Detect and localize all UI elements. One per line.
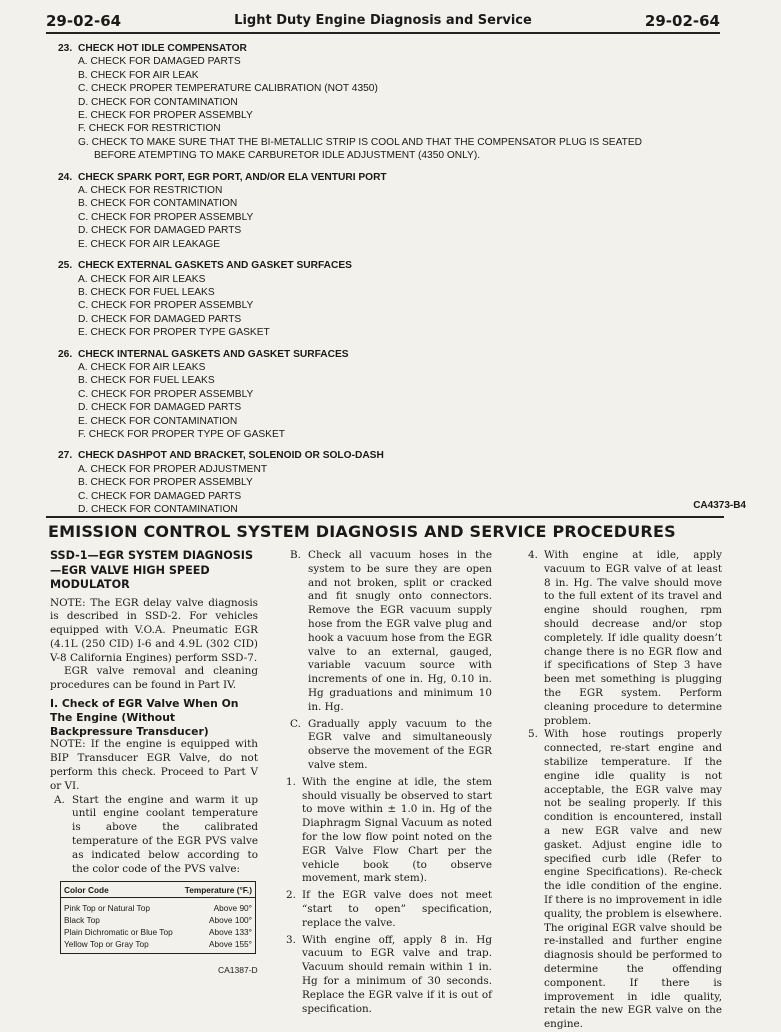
- substep-5: [528, 728, 722, 1032]
- step-text: Gradually apply vacuum to the EGR valve and simultaneously observe the movement of the EGR valve stem.: [308, 717, 492, 771]
- check-heading: [58, 171, 726, 184]
- table-row: [61, 938, 256, 954]
- procedure-title: SSD-1—EGR SYSTEM DIAGNOSIS—EGR VALVE HIGH SPEED MODULATOR: [50, 549, 254, 591]
- check-item: B. CHECK FOR PROPER ASSEMBLY: [78, 477, 253, 489]
- check-item: C. CHECK FOR DAMAGED PARTS: [78, 490, 242, 502]
- column-header-temperature: Temperature (°F.): [179, 882, 255, 898]
- step-label: A.: [54, 793, 65, 806]
- table-cell: Plain Dichromatic or Blue Top: [64, 927, 173, 937]
- subheading: I. Check of EGR Valve When On The Engine (Without Backpressure Transducer): [50, 697, 239, 738]
- table-figure-reference: CA1387-D: [218, 965, 258, 975]
- check-heading: [58, 259, 726, 272]
- substep-text: If the EGR valve does not meet “start to open” specification, replace the valve.: [302, 889, 492, 929]
- step-label: B.: [290, 549, 301, 561]
- step-text: Start the engine and warm it up until engine coolant temperature is above the calibrated temperature of the EGR PVS valve as indicated below according to the color code of the PVS valve:: [72, 793, 258, 875]
- check-item: D. CHECK FOR DAMAGED PARTS: [78, 225, 242, 237]
- substep-text: With engine at idle, apply vacuum to EGR valve of at least 8 in. Hg. The valve should move to the full extent of its travel and engine should roughen, rpm should decrease and/or stop completely. If idle quality doesn’t change there is no EGR flow and if specifications of Step 3 have been met something is plugging the EGR system. Perform cleaning procedure to determine problem.: [544, 549, 722, 727]
- table-cell: Pink Top or Natural Top: [64, 903, 150, 913]
- check-item: A. CHECK FOR RESTRICTION: [78, 185, 223, 197]
- check-group: [58, 449, 726, 516]
- check-heading-text: CHECK INTERNAL GASKETS AND GASKET SURFACES: [78, 348, 349, 360]
- step-c: [286, 718, 492, 773]
- page-number-left: 29-02-64: [46, 12, 122, 30]
- check-number: 25.: [58, 260, 73, 272]
- check-heading-text: CHECK EXTERNAL GASKETS AND GASKET SURFACES: [78, 260, 352, 272]
- step-text: Check all vacuum hoses in the system to be sure they are open and not broken, split or cracked and fit snugly onto connectors. Remove the EGR vacuum supply hose from the EGR valve plug and hook a vacuum hose from the EGR valve to an external, gauged, variable vacuum source with increments of one in. Hg, 0.10 in. Hg graduations and minimum 10 in. Hg.: [308, 549, 492, 713]
- running-title: Light Duty Engine Diagnosis and Service: [234, 13, 532, 28]
- substep-2: [286, 889, 492, 930]
- table-cell: Black Top: [64, 915, 100, 925]
- check-item: C. CHECK FOR PROPER ASSEMBLY: [78, 211, 254, 223]
- text-column-1: [50, 549, 258, 876]
- check-item: G. CHECK TO MAKE SURE THAT THE BI-METALLIC STRIP IS COOL AND THAT THE COMPENSATOR PLUG IS SEATED: [78, 136, 643, 148]
- check-group: [58, 348, 726, 442]
- table-cell: Yellow Top or Gray Top: [64, 939, 149, 949]
- step-b: [286, 549, 492, 715]
- check-item: A. CHECK FOR AIR LEAKS: [78, 273, 206, 285]
- check-item: A. CHECK FOR AIR LEAKS: [78, 361, 206, 373]
- step-label: C.: [290, 717, 301, 730]
- substep-label: 5.: [528, 728, 538, 741]
- substep-1: [286, 776, 492, 886]
- substep-label: 4.: [528, 549, 538, 561]
- note-paragraph: NOTE: The EGR delay valve diagnosis is described in SSD-2. For vehicles equipped with V.O.A. Pneumatic EGR (4.1L (250 CID) I-6 and 4.9L (302 CID) V-8 California Engines) perform SSD-7.: [50, 596, 258, 664]
- check-heading-text: CHECK DASHPOT AND BRACKET, SOLENOID OR SOLO-DASH: [78, 450, 384, 462]
- substep-text: With the engine at idle, the stem should visually be observed to start to move within ± 1.0 in. Hg of the Diaphragm Signal Vacuum as noted for the low flow point noted on the EGR Valve Flow Chart per the vehicle book (to observe movement, mark stem).: [302, 775, 492, 885]
- check-heading-text: CHECK HOT IDLE COMPENSATOR: [78, 43, 247, 54]
- check-item: B. CHECK FOR AIR LEAK: [78, 69, 199, 81]
- check-item: C. CHECK FOR PROPER ASSEMBLY: [78, 388, 254, 400]
- check-item: F. CHECK FOR PROPER TYPE OF GASKET: [78, 428, 285, 440]
- figure-reference: CA4373-B4: [693, 500, 746, 511]
- table-cell: Above 100°: [209, 915, 252, 925]
- check-item: BEFORE ATEMPTING TO MAKE CARBURETOR IDLE ADJUSTMENT (4350 ONLY).: [94, 150, 481, 162]
- check-number: 23.: [58, 43, 73, 54]
- check-item: D. CHECK FOR DAMAGED PARTS: [78, 313, 242, 325]
- temperature-table: [60, 881, 256, 954]
- check-item: A. CHECK FOR PROPER ADJUSTMENT: [78, 463, 268, 475]
- column-header-color-code: Color Code: [61, 882, 180, 898]
- substep-label: 2.: [286, 889, 296, 902]
- table-header-row: [61, 882, 256, 898]
- section-divider: [46, 516, 724, 518]
- substep-label: 1.: [286, 775, 296, 788]
- substep-label: 3.: [286, 933, 296, 946]
- check-item: D. CHECK FOR CONTAMINATION: [78, 96, 238, 108]
- check-list: [58, 42, 726, 524]
- check-item: D. CHECK FOR DAMAGED PARTS: [78, 402, 242, 414]
- check-item: E. CHECK FOR AIR LEAKAGE: [78, 238, 221, 250]
- paragraph: EGR valve removal and cleaning procedures can be found in Part IV.: [50, 665, 258, 692]
- check-item: B. CHECK FOR CONTAMINATION: [78, 198, 238, 210]
- table-cell: Above 155°: [209, 939, 252, 949]
- check-item: C. CHECK PROPER TEMPERATURE CALIBRATION (NOT 4350): [78, 83, 378, 95]
- table-row: [61, 914, 256, 926]
- table-row: [61, 926, 256, 938]
- note-paragraph: NOTE: If the engine is equipped with BIP Transducer EGR Valve, do not perform this check. Proceed to Part V or VI.: [50, 738, 258, 792]
- check-item: B. CHECK FOR FUEL LEAKS: [78, 375, 215, 387]
- check-item: E. CHECK FOR CONTAMINATION: [78, 415, 238, 427]
- page-header: [46, 10, 720, 34]
- check-item: E. CHECK FOR PROPER TYPE GASKET: [78, 327, 270, 339]
- table-cell: Above 90°: [213, 903, 252, 913]
- page-number-right: 29-02-64: [644, 12, 720, 30]
- table-cell: Above 133°: [209, 927, 252, 937]
- section-title: EMISSION CONTROL SYSTEM DIAGNOSIS AND SERVICE PROCEDURES: [48, 522, 676, 541]
- check-heading: [58, 348, 726, 361]
- check-group: [58, 42, 726, 163]
- check-heading: [58, 449, 726, 462]
- check-heading: [58, 42, 726, 55]
- table-row: [61, 898, 256, 915]
- check-number: 24.: [58, 171, 73, 183]
- check-heading-text: CHECK SPARK PORT, EGR PORT, AND/OR ELA VENTURI PORT: [78, 171, 387, 183]
- substep-3: [286, 934, 492, 1017]
- text-column-3: [528, 549, 722, 1032]
- substep-4: [528, 549, 722, 728]
- check-number: 26.: [58, 348, 73, 360]
- substep-text: With engine off, apply 8 in. Hg vacuum to EGR valve and trap. Vacuum should remain within 1 in. Hg for a minimum of 30 seconds. Replace the EGR valve if it is out of specification.: [302, 933, 492, 1015]
- check-item: D. CHECK FOR CONTAMINATION: [78, 504, 238, 515]
- check-item: E. CHECK FOR PROPER ASSEMBLY: [78, 110, 253, 122]
- text-column-2: [286, 549, 492, 1016]
- check-item: F. CHECK FOR RESTRICTION: [78, 123, 221, 135]
- check-item: B. CHECK FOR FUEL LEAKS: [78, 286, 215, 298]
- check-item: C. CHECK FOR PROPER ASSEMBLY: [78, 300, 254, 312]
- substep-text: With hose routings properly connected, re-start engine and stabilize temperature. If the engine idle quality is not acceptable, the EGR valve may not be sealing properly. If this condition is encountered, install a new EGR valve and new gasket. Adjust engine idle to specified curb idle (Refer to engine Specifications). Re-check the idle condition of the engine. If there is no improvement in idle quality, the problem is elsewhere. The original EGR valve should be re-installed and further engine diagnosis should be performed to determine the offending component. If there is improvement in idle quality, retain the new EGR valve on the engine.: [544, 728, 722, 1031]
- step-a: [50, 794, 258, 877]
- check-group: [58, 259, 726, 339]
- check-group: [58, 171, 726, 251]
- check-item: A. CHECK FOR DAMAGED PARTS: [78, 56, 241, 68]
- check-number: 27.: [58, 450, 73, 462]
